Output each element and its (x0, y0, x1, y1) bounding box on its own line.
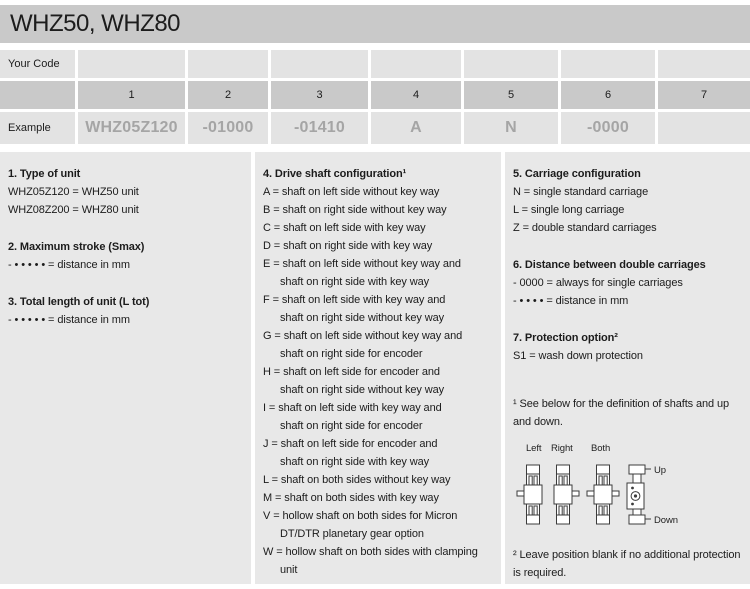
drive-shaft-option-line: M = shaft on both sides with key way (263, 492, 439, 504)
carriage-line: L = single long carriage (513, 204, 625, 216)
your-code-entry-cell-7 (658, 50, 750, 78)
shaft-both-figure (587, 465, 619, 524)
heading-carriage: 5. Carriage configuration (513, 168, 641, 180)
double-carriage-line: - • • • • = distance in mm (513, 295, 629, 307)
shaft-left-figure (517, 465, 542, 524)
footnote-shaft-definition: ¹ See below for the definition of shafts and up and down. (513, 398, 730, 428)
catalog-page (0, 5, 750, 589)
drive-shaft-option-line: shaft on right side without key way (280, 384, 445, 396)
drive-shaft-option-line: F = shaft on left side with key way and (263, 294, 446, 306)
drive-shaft-option-line: A = shaft on left side without key way (263, 186, 440, 198)
column-number-5: 5 (464, 81, 558, 109)
shaft-right-figure (554, 465, 579, 524)
diagram-label-down: Down (654, 515, 678, 526)
drive-shaft-option-line: I = shaft on left side with key way and (263, 402, 442, 414)
diagram-label-both: Both (591, 443, 611, 454)
panel-left (0, 152, 251, 584)
example-value-3: -01410 (271, 112, 368, 144)
diagram-label-up: Up (654, 465, 666, 476)
your-code-entry-cell-2 (188, 50, 268, 78)
ordering-code-table (0, 50, 750, 144)
shaft-definition-diagram (515, 437, 695, 532)
heading-protection: 7. Protection option² (513, 332, 618, 344)
your-code-entry-cell-6 (561, 50, 655, 78)
column-number-3: 3 (271, 81, 368, 109)
carriage-line: Z = double standard carriages (513, 222, 657, 234)
unit-side-view-figure (627, 465, 651, 524)
diagram-label-left: Left (526, 443, 542, 454)
max-stroke-line: - • • • • • = distance in mm (8, 259, 130, 271)
drive-shaft-option-line: E = shaft on left side without key way and (263, 258, 461, 270)
column-number-7: 7 (658, 81, 750, 109)
example-value-2: -01000 (188, 112, 268, 144)
double-carriage-line: - 0000 = always for single carriages (513, 277, 683, 289)
protection-line: S1 = wash down protection (513, 350, 643, 362)
example-label: Example (0, 112, 75, 144)
drive-shaft-option-line: shaft on right side for encoder (280, 420, 423, 432)
page-header (0, 5, 750, 43)
drive-shaft-option-line: D = shaft on right side with key way (263, 240, 433, 252)
drive-shaft-option-line: shaft on right side with key way (280, 456, 430, 468)
drive-shaft-option-line: DT/DTR planetary gear option (280, 528, 424, 540)
heading-max-stroke: 2. Maximum stroke (Smax) (8, 241, 145, 253)
drive-shaft-option-line: C = shaft on left side with key way (263, 222, 426, 234)
drive-shaft-option-line: G = shaft on left side without key way and (263, 330, 463, 342)
example-value-4: A (371, 112, 461, 144)
drive-shaft-option-line: H = shaft on left side for encoder and (263, 366, 440, 378)
drive-shaft-options (263, 183, 495, 579)
your-code-entry-cell-4 (371, 50, 461, 78)
footnote-protection-blank: ² Leave position blank if no additional protection is required. (513, 549, 741, 579)
carriage-line: N = single standard carriage (513, 186, 649, 198)
drive-shaft-option-line: W = hollow shaft on both sides with clamping (263, 546, 478, 558)
your-code-entry-cell-3 (271, 50, 368, 78)
your-code-label: Your Code (0, 50, 75, 78)
drive-shaft-option-line: V = hollow shaft on both sides for Micron (263, 510, 458, 522)
drive-shaft-option-line: shaft on right side without key way (280, 312, 445, 324)
drive-shaft-option-line: shaft on right side for encoder (280, 348, 423, 360)
example-value-1: WHZ05Z120 (78, 112, 185, 144)
diagram-label-right: Right (551, 443, 573, 454)
panel-right (505, 152, 750, 584)
drive-shaft-option-line: unit (280, 564, 298, 576)
total-length-line: - • • • • • = distance in mm (8, 314, 130, 326)
example-value-6: -0000 (561, 112, 655, 144)
drive-shaft-option-line: B = shaft on right side without key way (263, 204, 447, 216)
column-number-header-blank (0, 81, 75, 109)
column-number-1: 1 (78, 81, 185, 109)
column-number-4: 4 (371, 81, 461, 109)
panel-drive-shaft (255, 152, 501, 584)
example-value-7 (658, 112, 750, 144)
heading-drive-shaft: 4. Drive shaft configuration¹ (263, 168, 407, 180)
drive-shaft-option-line: shaft on right side with key way (280, 276, 430, 288)
heading-type-of-unit: 1. Type of unit (8, 168, 81, 180)
your-code-entry-cell-5 (464, 50, 558, 78)
page-title: WHZ50, WHZ80 (10, 10, 181, 37)
your-code-entry-cell-1 (78, 50, 185, 78)
heading-total-length: 3. Total length of unit (L tot) (8, 296, 150, 308)
column-number-6: 6 (561, 81, 655, 109)
type-of-unit-line: WHZ05Z120 = WHZ50 unit (8, 186, 139, 198)
column-number-2: 2 (188, 81, 268, 109)
drive-shaft-option-line: J = shaft on left side for encoder and (263, 438, 438, 450)
drive-shaft-option-line: L = shaft on both sides without key way (263, 474, 451, 486)
example-value-5: N (464, 112, 558, 144)
type-of-unit-line: WHZ08Z200 = WHZ80 unit (8, 204, 139, 216)
heading-double-carriage-distance: 6. Distance between double carriages (513, 259, 706, 271)
explanation-panels (0, 152, 750, 584)
